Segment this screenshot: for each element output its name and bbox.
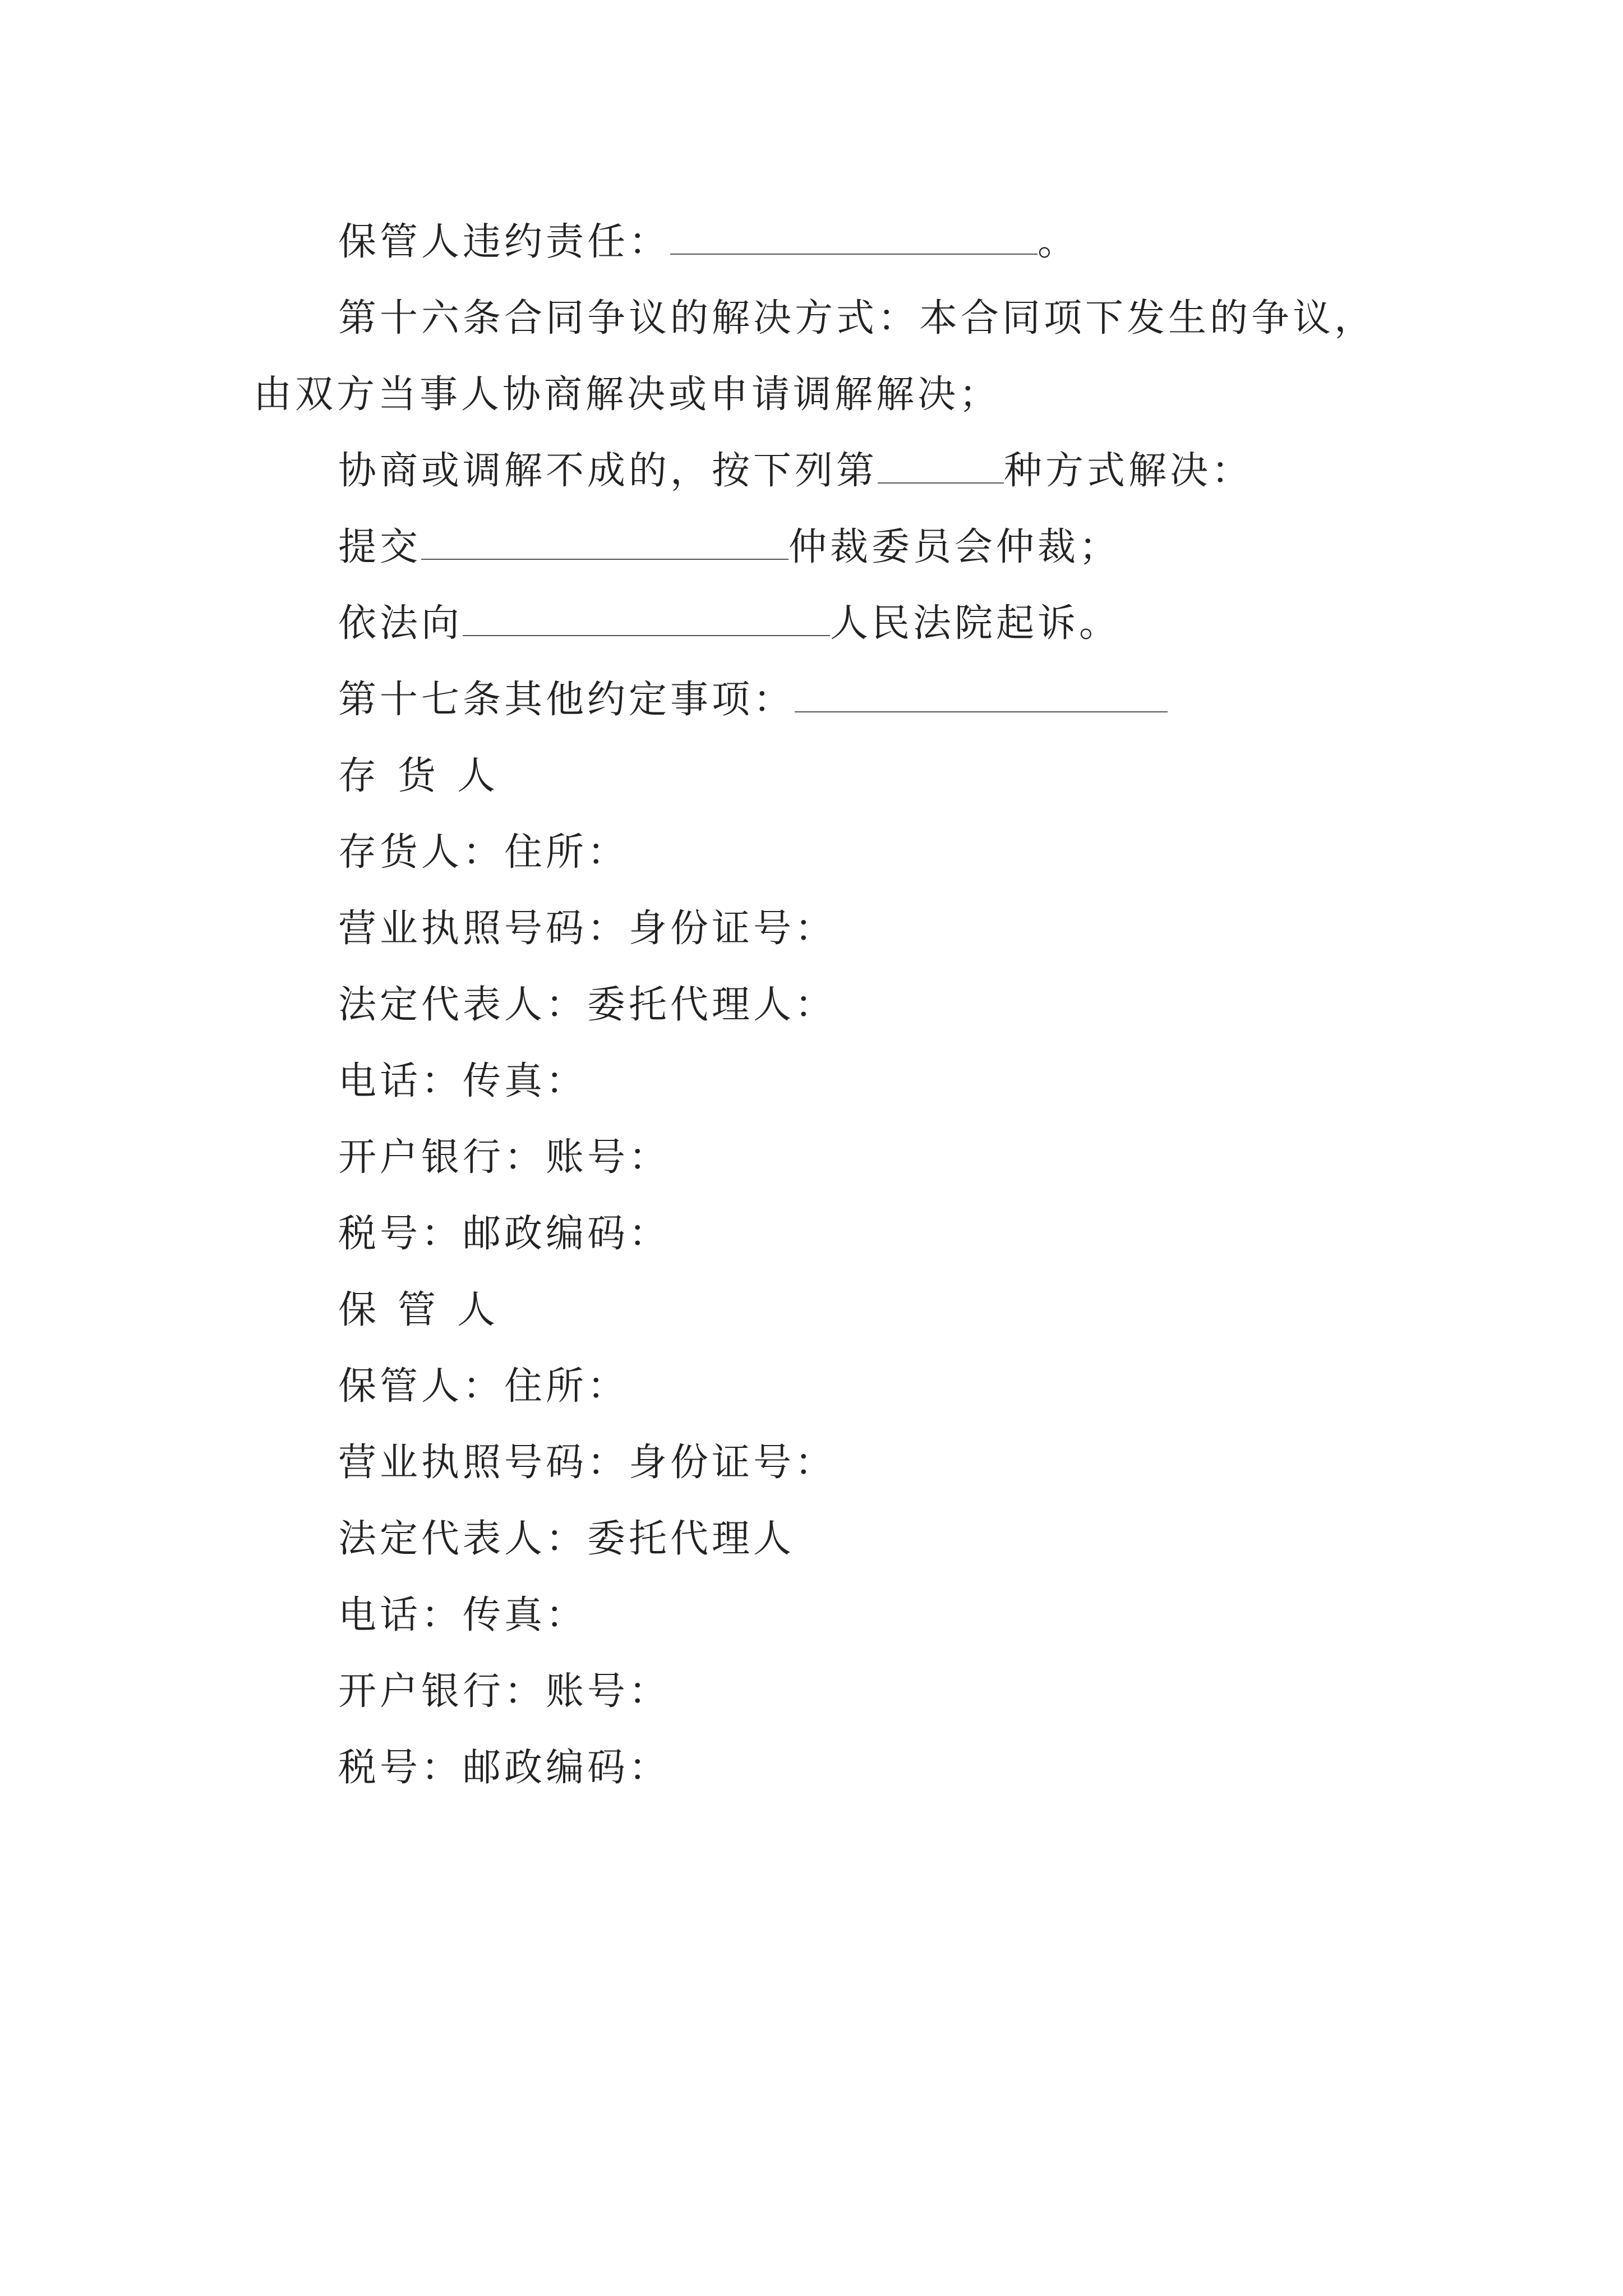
custodian-license-line (338, 1441, 836, 1485)
line-text: 协商或调解不成的，按下列第 (338, 449, 878, 493)
line-text: 保管人违约责任： (338, 220, 671, 264)
line-text: 仲裁委员会仲裁； (789, 525, 1121, 569)
depositor-phone-line (338, 1059, 587, 1104)
section-heading: 保管人 (338, 1288, 517, 1332)
line-text: 电话：传真： (338, 1059, 588, 1103)
custodian-tax-line (338, 1746, 670, 1791)
section-heading: 存货人 (338, 754, 517, 798)
arbitration-line (338, 525, 1121, 570)
line-text: 税号：邮政编码： (338, 1212, 671, 1256)
line-text: 税号：邮政编码： (338, 1746, 671, 1790)
line-text: 法定代表人：委托代理人： (338, 983, 837, 1027)
blank-field[interactable] (670, 221, 1038, 255)
article-16-line (338, 296, 1376, 341)
line-text: 法定代表人：委托代理人 (338, 1517, 795, 1561)
line-text: 开户银行：账号： (338, 1135, 671, 1180)
dispute-method-line (338, 449, 1253, 494)
depositor-license-line (338, 907, 836, 951)
line-text: 第十六条合同争议的解决方式：本合同项下发生的争议， (338, 296, 1376, 341)
line-text: 保管人：住所： (338, 1364, 629, 1409)
line-text: 开户银行：账号： (338, 1669, 671, 1714)
blank-field[interactable] (463, 602, 830, 636)
blank-field[interactable] (878, 450, 1004, 484)
depositor-address-line (338, 830, 629, 875)
custodian-liability-line (338, 220, 1079, 265)
line-text: 第十七条其他约定事项： (338, 678, 795, 722)
blank-field[interactable] (421, 526, 789, 560)
depositor-tax-line (338, 1212, 670, 1257)
line-text: 营业执照号码：身份证号： (338, 907, 837, 951)
custodian-address-line (338, 1364, 629, 1409)
depositor-representative-line (338, 983, 836, 1028)
custodian-representative-line (338, 1517, 795, 1562)
line-text: 种方式解决： (1004, 449, 1253, 493)
article-17-line (338, 678, 1168, 723)
court-line (338, 601, 1121, 646)
article-16-continuation (253, 372, 1000, 417)
line-text: 提交 (338, 525, 422, 569)
line-text: 。 (1038, 220, 1080, 264)
custodian-bank-line (338, 1669, 670, 1714)
custodian-heading (338, 1288, 517, 1333)
depositor-heading (338, 754, 517, 799)
line-text: 由双方当事人协商解决或申请调解解决； (253, 372, 1001, 417)
line-text: 存货人：住所： (338, 830, 629, 875)
blank-field[interactable] (795, 679, 1168, 712)
custodian-phone-line (338, 1593, 587, 1638)
line-text: 人民法院起诉。 (830, 601, 1121, 646)
depositor-bank-line (338, 1135, 670, 1180)
line-text: 依法向 (338, 601, 463, 646)
line-text: 营业执照号码：身份证号： (338, 1441, 837, 1485)
line-text: 电话：传真： (338, 1593, 588, 1637)
